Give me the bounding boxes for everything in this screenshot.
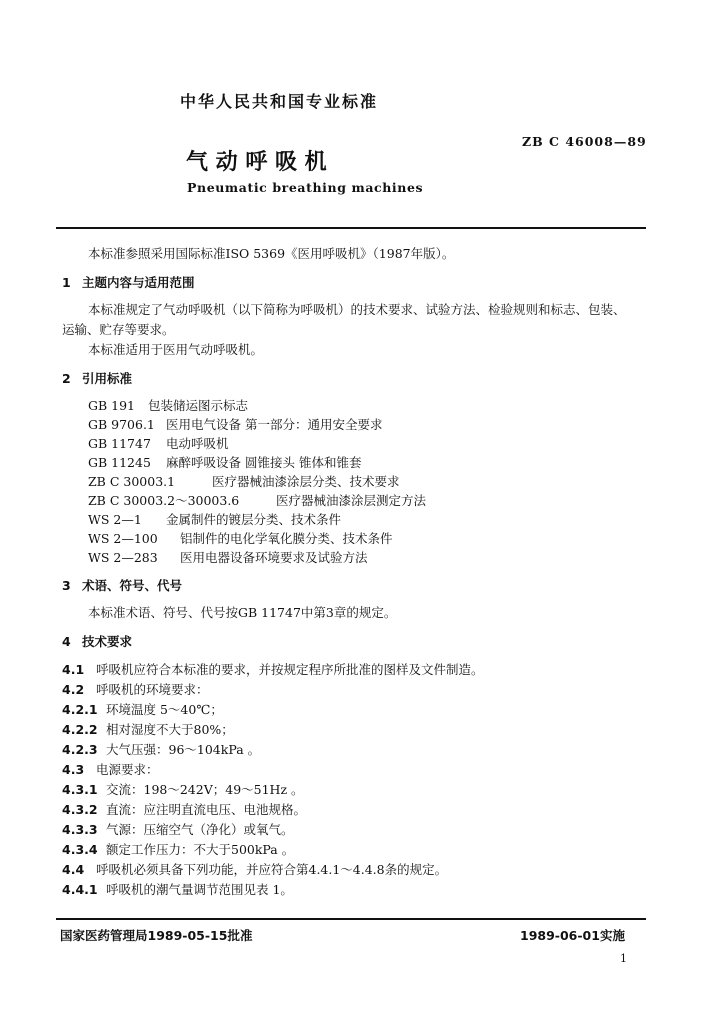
document-title-english: Pneumatic breathing machines bbox=[187, 180, 424, 195]
reference-item: WS 2—1 金属制件的镀层分类、技术条件 bbox=[88, 512, 342, 527]
footer-divider bbox=[56, 918, 646, 920]
clause-item: 4.3.2 直流：应注明直流电压、电池规格。 bbox=[62, 802, 307, 817]
clause-item: 4.4.1 呼吸机的潮气量调节范围见表 1。 bbox=[62, 882, 293, 897]
clause-item: 4.3.3 气源：压缩空气（净化）或氧气。 bbox=[62, 822, 294, 837]
clause-item: 4.3.4 额定工作压力：不大于500kPa 。 bbox=[62, 842, 295, 857]
section-1-paragraph-2: 本标准适用于医用气动呼吸机。 bbox=[88, 342, 264, 357]
section-1-paragraph-line-1: 本标准规定了气动呼吸机（以下简称为呼吸机）的技术要求、试验方法、检验规则和标志、包装、 bbox=[88, 302, 626, 317]
clause-item: 4.2.2 相对湿度不大于80%； bbox=[62, 722, 234, 737]
issuing-organization: 中华人民共和国专业标准 bbox=[180, 92, 379, 111]
document-title: 气 动 呼 吸 机 bbox=[186, 150, 327, 175]
clause-item: 4.3.1 交流：198～242V；49～51Hz 。 bbox=[62, 782, 304, 797]
section-4-heading: 4 技术要求 bbox=[62, 634, 133, 649]
section-3-paragraph: 本标准术语、符号、代号按GB 11747中第3章的规定。 bbox=[88, 605, 397, 620]
page-number: 1 bbox=[620, 952, 627, 965]
section-2-heading: 2 引用标准 bbox=[62, 371, 133, 386]
reference-item: GB 9706.1 医用电气设备 第一部分：通用安全要求 bbox=[88, 417, 383, 432]
reference-item: ZB C 30003.1 医疗器械油漆涂层分类、技术要求 bbox=[88, 474, 400, 489]
approval-date: 国家医药管理局1989-05-15批准 bbox=[60, 928, 253, 943]
reference-item: GB 11747 电动呼吸机 bbox=[88, 436, 229, 451]
intro-paragraph: 本标准参照采用国际标准ISO 5369《医用呼吸机》（1987年版）。 bbox=[88, 246, 455, 261]
standard-code: ZB C 46008—89 bbox=[522, 134, 647, 149]
clause-item: 4.2.1 环境温度 5～40℃； bbox=[62, 702, 223, 717]
clause-item: 4.3 电源要求： bbox=[62, 762, 159, 777]
reference-item: WS 2—283 医用电器设备环境要求及试验方法 bbox=[88, 550, 368, 565]
reference-item: GB 11245 麻醉呼吸设备 圆锥接头 锥体和锥套 bbox=[88, 455, 362, 470]
effective-date: 1989-06-01实施 bbox=[520, 928, 625, 943]
reference-item: WS 2—100 铝制件的电化学氧化膜分类、技术条件 bbox=[88, 531, 393, 546]
clause-item: 4.4 呼吸机必须具备下列功能，并应符合第4.4.1～4.4.8条的规定。 bbox=[62, 862, 448, 877]
section-1-paragraph-line-2: 运输、贮存等要求。 bbox=[62, 322, 175, 337]
clause-item: 4.2.3 大气压强：96～104kPa 。 bbox=[62, 742, 261, 757]
header-divider bbox=[56, 227, 646, 229]
section-3-heading: 3 术语、符号、代号 bbox=[62, 578, 183, 593]
section-1-heading: 1 主题内容与适用范围 bbox=[62, 275, 195, 290]
reference-item: ZB C 30003.2～30003.6 医疗器械油漆涂层测定方法 bbox=[88, 493, 427, 508]
reference-item: GB 191 包装储运图示标志 bbox=[88, 398, 249, 413]
clause-item: 4.2 呼吸机的环境要求： bbox=[62, 682, 209, 697]
clause-item: 4.1 呼吸机应符合本标准的要求，并按规定程序所批准的图样及文件制造。 bbox=[62, 662, 484, 677]
